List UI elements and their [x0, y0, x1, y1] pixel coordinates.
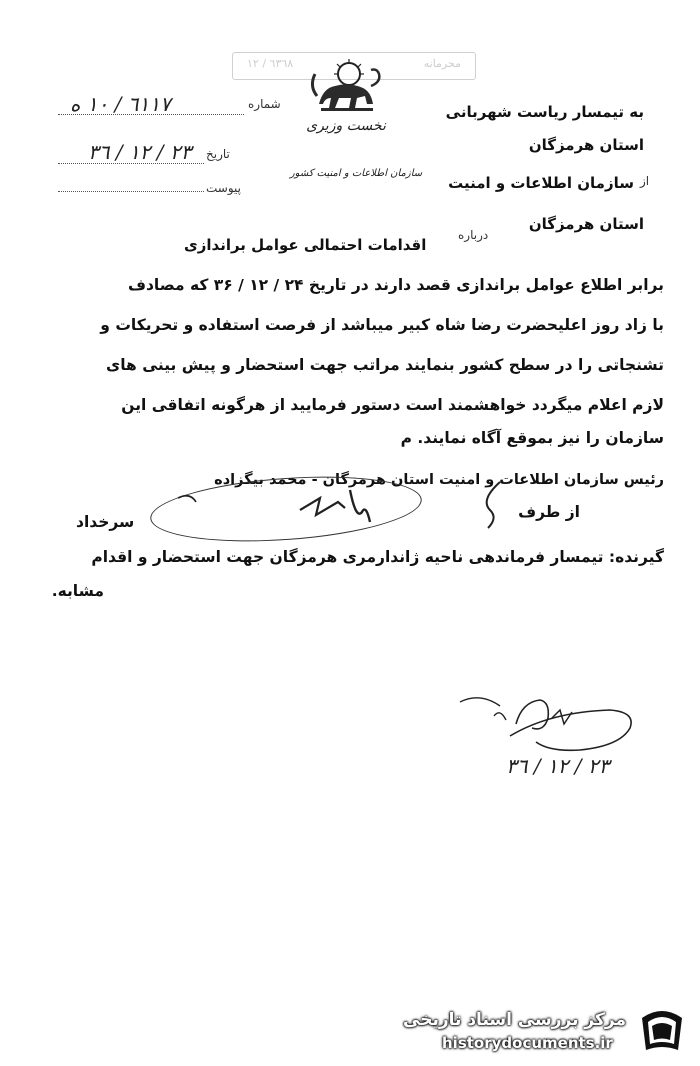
recipient-copy-line-1: گیرنده: تیمسار فرماندهی ناحیه ژاندارمری هرمزگان جهت استحضار و اقدام: [91, 548, 664, 566]
subject-line: اقدامات احتمالی عوامل براندازی: [184, 236, 427, 254]
body-line-1: برابر اطلاع عوامل براندازی قصد دارند در تاریخ ۲۴ / ۱۲ / ۳۶ که مصادف: [127, 276, 664, 294]
signature-by-line: از طرف: [518, 503, 580, 521]
signature-name-line: سرخداد: [76, 513, 135, 531]
number-label: شماره: [248, 97, 281, 111]
emblem-caption-savak: سازمان اطلاعات و امنیت کشور: [289, 168, 423, 179]
to-line: به تیمسار ریاست شهربانی: [445, 103, 644, 121]
faint-stamp-right-text: محرمانه: [423, 57, 461, 70]
from-line-province: استان هرمزگان: [528, 215, 644, 233]
from-label: از: [640, 174, 650, 188]
signature-title-line: رئیس سازمان اطلاعات و امنیت استان هرمزگان - محمد بیگزاده: [214, 472, 664, 488]
attachment-label: پیوست: [206, 181, 241, 195]
body-line-5: سازمان را نیز بموقع آگاه نمایند. م: [400, 429, 664, 447]
from-line: سازمان اطلاعات و امنیت: [448, 174, 634, 192]
date-value: ٢٣ / ١٢ / ٣٦: [88, 140, 192, 164]
date-label: تاریخ: [206, 147, 230, 161]
handwritten-initials: [440, 672, 650, 762]
handwritten-date: ٢٣ / ١٢ / ٣٦: [506, 754, 610, 778]
emblem-caption-prime-ministry: نخست وزیری: [306, 118, 386, 134]
subject-label: درباره: [458, 228, 489, 242]
number-value: ٦١١٧ / ۱۰ ه: [70, 92, 171, 116]
lion-and-sun-emblem-icon: [305, 56, 385, 118]
signature-scribble: [170, 460, 570, 550]
recipient-copy-line-2: مشابه.: [51, 582, 104, 600]
attachment-dotted-line: [58, 191, 204, 192]
body-line-4: لازم اعلام میگردد خواهشمند است دستور فرمایید از هرگونه اتفاقی این: [121, 396, 664, 414]
footer-org-name: مرکز بررسی اسناد تاریخی: [403, 1010, 626, 1030]
body-line-2: با زاد روز اعلیحضرت رضا شاه کبیر میباشد از فرصت استفاده و تحریکات و: [100, 316, 664, 334]
archive-logo-icon: [634, 1000, 690, 1056]
faint-stamp-left-text: ٦٣٦٨ / ١٢: [247, 57, 294, 70]
footer-website: historydocuments.ir: [442, 1034, 613, 1052]
body-line-3: تشنجاتی را در سطح کشور بنمایند مراتب جهت استحضار و پیش بینی های: [106, 356, 664, 374]
to-line-province: استان هرمزگان: [528, 136, 644, 154]
